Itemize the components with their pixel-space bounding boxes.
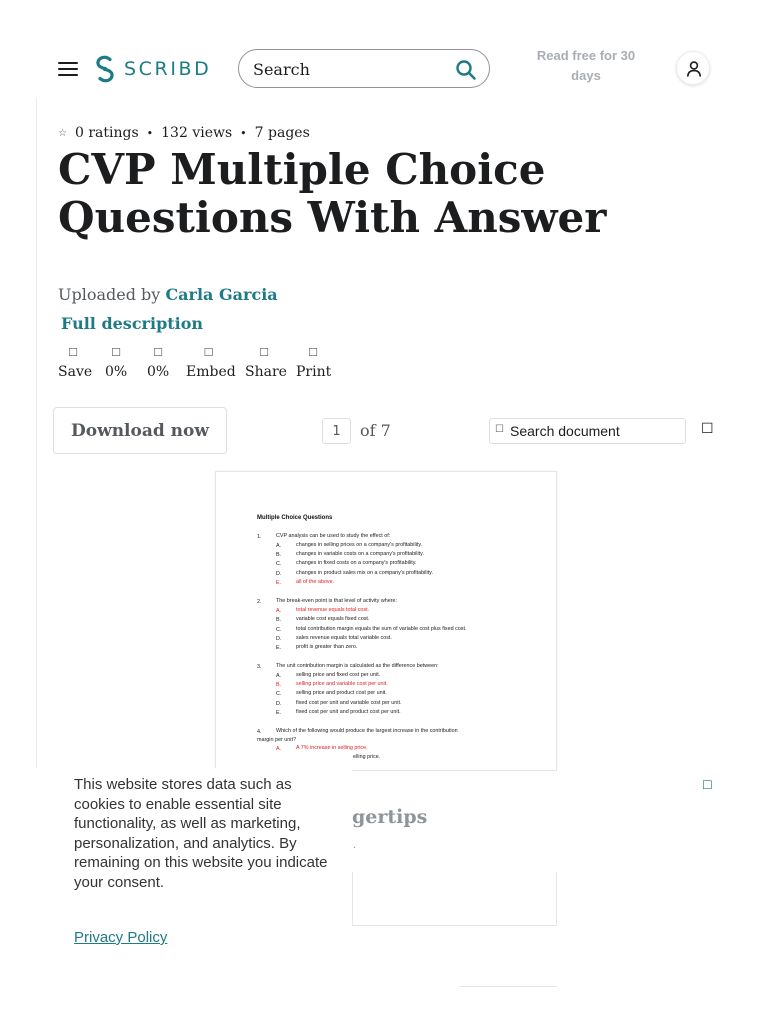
upvote-button[interactable]: ☐ 0% — [105, 346, 128, 380]
option-text-correct: A 7% increase in selling price. — [296, 745, 368, 751]
downvote-button[interactable]: ☐ 0% — [147, 346, 170, 380]
option-letter: E. — [276, 645, 282, 651]
option-letter-correct: A. — [276, 746, 282, 752]
ratings-count: 0 ratings — [74, 125, 139, 141]
separator-dot: • — [240, 126, 247, 140]
read-free-link[interactable]: Read free for 30 days — [536, 48, 636, 83]
option-letter-correct: E. — [276, 580, 282, 586]
question-number: 3. — [257, 664, 262, 670]
option-letter: D. — [276, 571, 282, 577]
option-text: selling price and fixed cost per unit. — [296, 672, 381, 678]
option-text: elling price. — [353, 754, 381, 760]
document-page-1 — [215, 471, 557, 771]
option-text: changes in selling prices on a company's profitability. — [296, 542, 423, 548]
cookie-message: This website stores data such as cookies to enable essential site functionality, as well as marketing, personalization, and analytics. By remaining on this website you indicate your consent. — [74, 776, 328, 891]
partially-hidden-text: . — [353, 840, 357, 851]
print-button[interactable]: ☐ Print — [296, 346, 332, 380]
cookie-banner — [0, 768, 768, 998]
option-text: total contribution margin equals the sum of variable cost plus fixed cost. — [296, 626, 467, 632]
option-letter: D. — [276, 701, 282, 707]
close-icon[interactable]: ☐ — [702, 778, 713, 792]
option-text: selling price and product cost per unit. — [296, 690, 387, 696]
question-text: CVP analysis can be used to study the effect of: — [276, 533, 391, 539]
option-letter: C. — [276, 627, 282, 633]
search-icon: ☐ — [495, 424, 504, 435]
site-search-input[interactable] — [253, 58, 443, 80]
share-icon: ☐ — [259, 346, 269, 359]
document-title: CVP Multiple Choice Questions With Answer — [58, 145, 607, 242]
option-text: sales revenue equals total variable cost. — [296, 635, 392, 641]
page-total: of 7 — [360, 421, 391, 440]
document-search-input[interactable] — [510, 422, 680, 440]
embed-icon: ☐ — [203, 346, 214, 359]
print-icon: ☐ — [308, 346, 318, 359]
logo-wordmark: SCRIBD — [124, 58, 212, 80]
download-button[interactable]: Download now — [53, 407, 227, 454]
question-text: The unit contribution margin is calculated as the difference between: — [276, 663, 439, 669]
option-text: changes in variable costs on a company's profitability. — [296, 551, 424, 557]
option-letter: C. — [276, 691, 282, 697]
document-search — [489, 418, 686, 444]
question-number: 2. — [257, 599, 262, 605]
scribd-logo[interactable] — [94, 54, 211, 84]
document-stats — [58, 124, 310, 142]
option-letter-correct: A. — [276, 608, 282, 614]
site-header — [0, 0, 768, 136]
option-letter: C. — [276, 561, 282, 567]
full-description-link[interactable]: Full description — [61, 314, 204, 333]
views-count: 132 views — [161, 125, 233, 141]
uploaded-by — [58, 285, 278, 304]
option-letter: A. — [276, 673, 282, 679]
question-number: 4. — [257, 729, 262, 735]
option-text-correct: selling price and variable cost per unit. — [296, 681, 388, 687]
uploaded-by-label: Uploaded by — [58, 285, 161, 304]
bookmark-icon: ☐ — [68, 346, 78, 359]
question-text: margin per unit? — [257, 737, 296, 743]
option-text: variable cost equals fixed cost. — [296, 616, 370, 622]
option-letter: E. — [276, 710, 282, 716]
option-text-correct: all of the above. — [296, 579, 335, 585]
option-text: changes in fixed costs on a company's profitability. — [296, 560, 417, 566]
question-number: 1. — [257, 534, 262, 540]
star-icon: ☆ — [58, 127, 67, 139]
option-letter: D. — [276, 636, 282, 642]
option-text: profit is greater than zero. — [296, 644, 358, 650]
search-icon[interactable] — [455, 59, 477, 81]
option-letter-correct: B. — [276, 682, 282, 688]
share-button[interactable]: ☐ Share — [245, 346, 287, 380]
embed-button[interactable]: ☐ Embed — [186, 346, 236, 380]
thumbs-down-icon: ☐ — [153, 346, 163, 359]
menu-icon[interactable] — [58, 61, 78, 77]
account-button[interactable] — [676, 51, 710, 85]
site-search — [238, 49, 490, 88]
question-text: The break-even point is that level of activity where: — [276, 598, 398, 604]
page-count: 7 pages — [254, 125, 310, 141]
option-text: changes in product sales mix on a company's profitability. — [296, 570, 433, 576]
page-number-input[interactable] — [322, 418, 351, 444]
thumbs-up-icon: ☐ — [111, 346, 121, 359]
uploader-link[interactable]: Carla Garcia — [165, 285, 278, 304]
question-text: Which of the following would produce the largest increase in the contribution — [276, 728, 458, 734]
option-text: fixed cost per unit and product cost per unit. — [296, 709, 401, 715]
partially-hidden-heading: gertips — [352, 806, 428, 828]
page-heading: Multiple Choice Questions — [257, 515, 333, 521]
content-left-rule — [36, 98, 37, 768]
save-button[interactable]: ☐ Save — [58, 346, 93, 380]
privacy-policy-link[interactable]: Privacy Policy — [74, 929, 168, 946]
option-text: fixed cost per unit and variable cost per unit. — [296, 700, 402, 706]
option-letter: B. — [276, 552, 282, 558]
fullscreen-icon[interactable]: ☐ — [701, 421, 714, 437]
separator-dot: • — [146, 126, 154, 140]
option-text-correct: total revenue equals total cost. — [296, 607, 370, 613]
user-icon — [685, 60, 703, 78]
cookie-panel — [0, 768, 352, 998]
option-letter: A. — [276, 543, 282, 549]
scribd-logo-icon — [94, 55, 116, 83]
option-letter: B. — [276, 617, 282, 623]
